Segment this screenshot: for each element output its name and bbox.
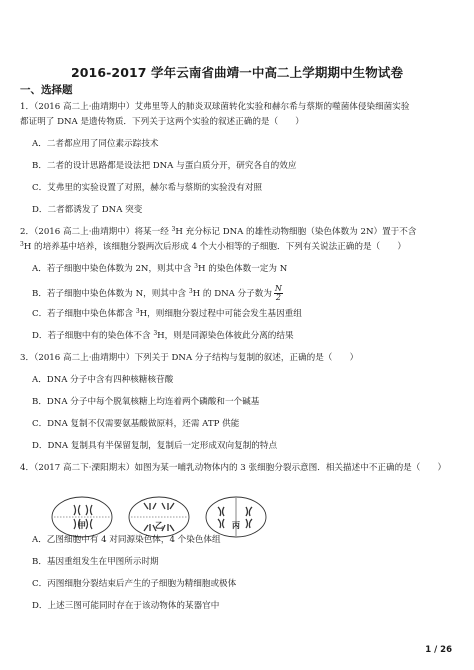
q1-stem-line2: 都证明了 DNA 是遗传物质．下列关于这两个实验的叙述正确的是（ ） bbox=[20, 117, 304, 127]
q2-option-a: A．若子细胞中染色体数为 2N，则其中含 $^3$H 的染色体数一定为 N bbox=[32, 263, 288, 274]
q1-option-b: B．二者的设计思路都是设法把 DNA 与蛋白质分开，研究各自的效应 bbox=[32, 161, 297, 171]
page-number: 1 / 26 bbox=[425, 645, 452, 655]
q4-option-d: D．上述三图可能同时存在于该动物体的某器官中 bbox=[32, 601, 220, 611]
figure-label-bing: 丙 bbox=[232, 520, 240, 530]
cell-bing bbox=[206, 497, 266, 537]
figure-label-jia: 甲 bbox=[78, 520, 86, 530]
q1-option-c: C．艾弗里的实验设置了对照，赫尔希与蔡斯的实验没有对照 bbox=[32, 183, 263, 193]
q1-option-d: D．二者都诱发了 DNA 突变 bbox=[32, 205, 143, 215]
section-heading: 一、选择题 bbox=[20, 84, 73, 96]
q4-stem: 4．（2017 高二下·溧阳期末）如图为某一哺乳动物体内的 3 张细胞分裂示意图．相关描述中不正确的是（ ） bbox=[20, 463, 447, 473]
q4-option-c: C．丙图细胞分裂结束后产生的子细胞为精细胞或极体 bbox=[32, 579, 237, 589]
q3-option-b: B．DNA 分子中每个脱氧核糖上均连着两个磷酸和一个碱基 bbox=[32, 397, 260, 407]
cell-yi bbox=[129, 497, 189, 537]
q2-stem-line2: $^3$H 的培养基中培养，该细胞分裂两次后形成 4 个大小相等的子细胞．下列有关说法正确的是（ ） bbox=[20, 241, 406, 252]
cell-jia bbox=[52, 497, 112, 537]
q3-option-c: C．DNA 复制不仅需要氨基酸做原料，还需 ATP 供能 bbox=[32, 419, 240, 429]
q3-option-a: A．DNA 分子中含有四种核糖核苷酸 bbox=[32, 375, 174, 385]
q2-option-c: C．若子细胞中染色体都含 $^3$H，则细胞分裂过程中可能会发生基因重组 bbox=[32, 308, 302, 319]
q3-option-d: D．DNA 复制具有半保留复制，复制后一定形成双向复制的特点 bbox=[32, 441, 278, 451]
page-title: 2016-2017 学年云南省曲靖一中高二上学期期中生物试卷 bbox=[70, 65, 404, 80]
q2-option-b: B．若子细胞中染色体数为 N，则其中含 $^3$H 的 DNA 分子数为 $\frac{N}{2}$ bbox=[32, 284, 282, 302]
q3-stem: 3．（2016 高二上·曲靖期中）下列关于 DNA 分子结构与复制的叙述，正确的是（ ） bbox=[20, 353, 359, 363]
q1-stem-line1: 1．（2016 高二上·曲靖期中）艾弗里等人的肺炎双球菌转化实验和赫尔希与蔡斯的噬菌体侵染细菌实验 bbox=[20, 102, 410, 112]
fraction-n-over-2: $\frac{N}{2}$ bbox=[274, 284, 282, 302]
q2-stem-line1: 2．（2016 高二上·曲靖期中）将某一经 $^3$H 充分标记 DNA 的雄性动物细胞（染色体数为 2N）置于不含 bbox=[20, 226, 417, 237]
figure-label-yi: 乙 bbox=[155, 520, 163, 530]
q2-option-d: D．若子细胞中有的染色体不含 $^3$H，则是同源染色体彼此分离的结果 bbox=[32, 330, 294, 341]
q1-option-a: A．二者都应用了同位素示踪技术 bbox=[32, 139, 159, 149]
q4-option-a: A．乙图细胞中有 4 对同源染色体，4 个染色体组 bbox=[32, 535, 221, 545]
q4-option-b: B．基因重组发生在甲图所示时期 bbox=[32, 557, 159, 567]
